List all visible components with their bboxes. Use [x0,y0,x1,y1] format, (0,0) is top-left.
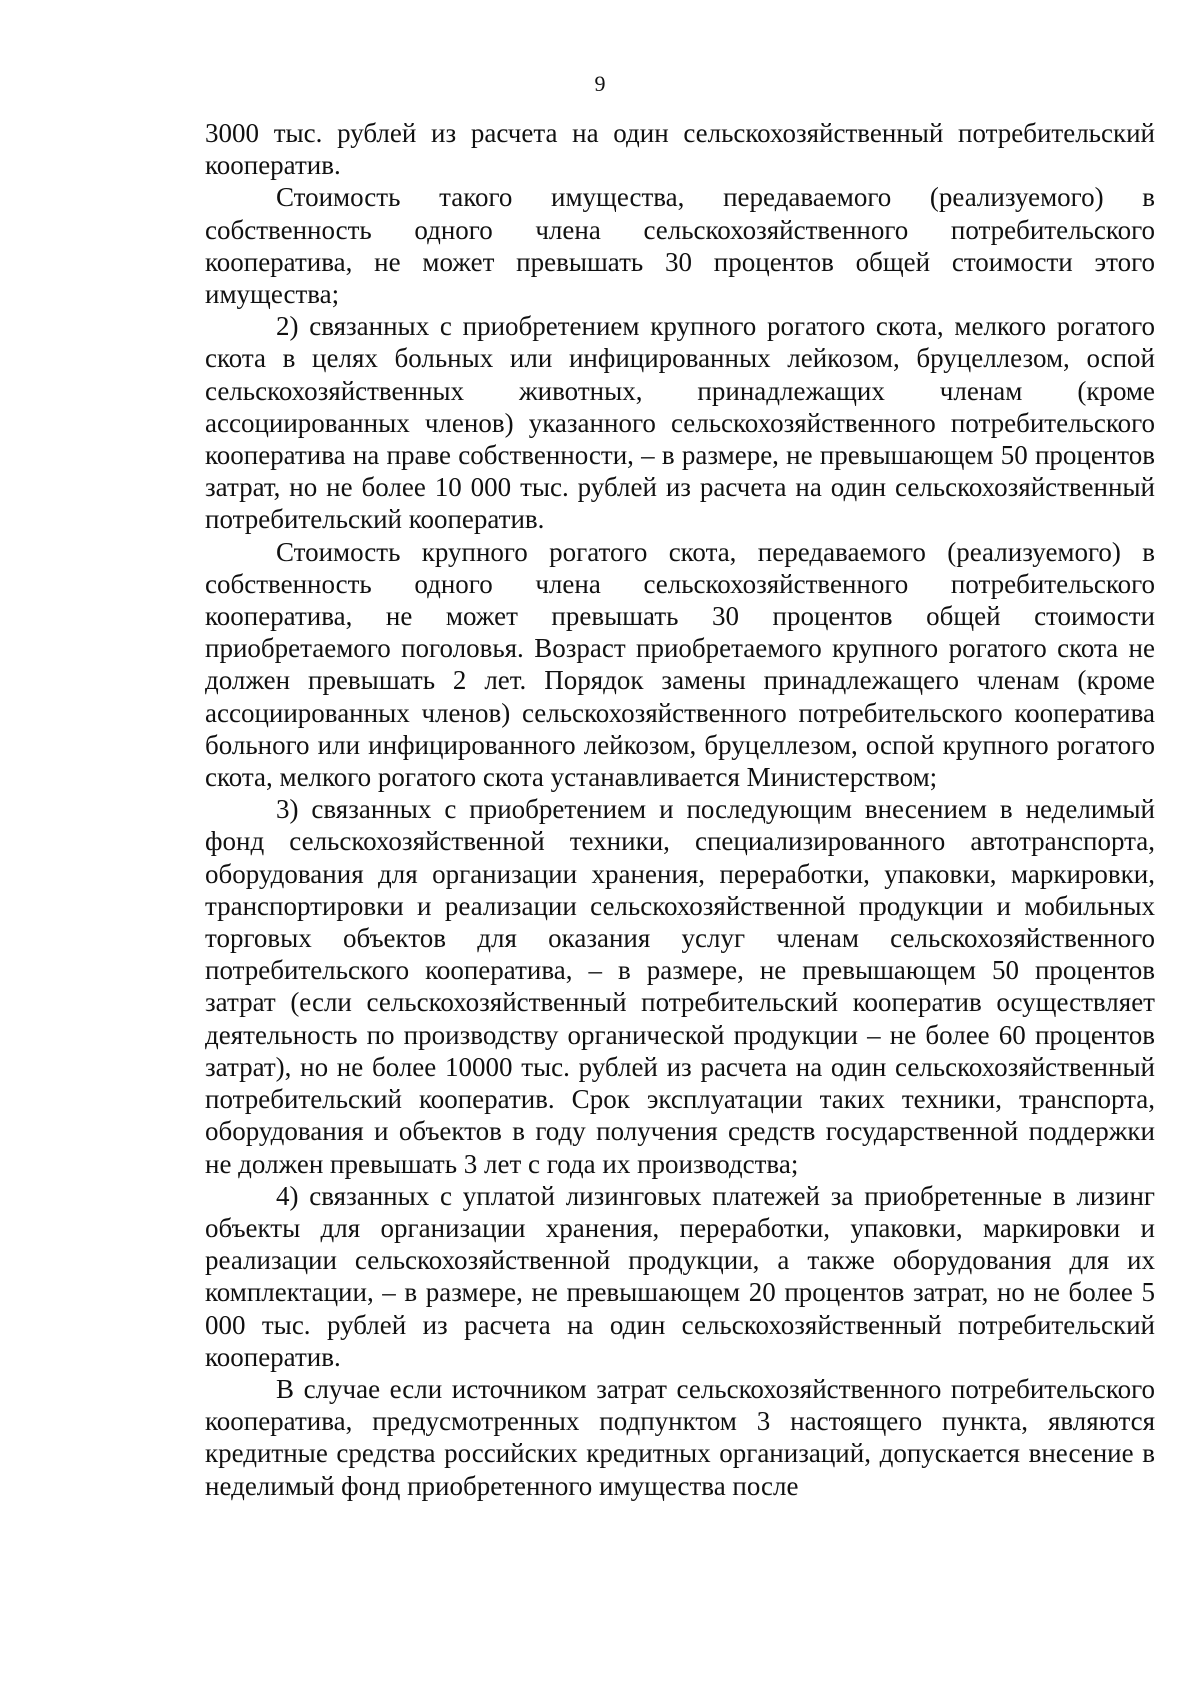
document-body [205,117,1155,1502]
page-number: 9 [594,71,606,96]
paragraph-continuation: 3000 тыс. рублей из расчета на один сельскохозяйственный потребительский кооператив. [205,118,1155,181]
paragraph-credit-funds: В случае если источником затрат сельскохозяйственного потребительского кооператива, предусмотренных подпунктом 3 настоящего пункта, являются кредитные средства российских кредитных организаций, допускается внесение в неделимый фонд приобретенного имущества после [205,1373,1155,1501]
paragraph-item-3: 3) связанных с приобретением и последующим внесением в неделимый фонд сельскохозяйственной техники, специализированного автотранспорта, оборудования для организации хранения, переработки, упаковки, маркировки, транспортировки и реализации сельскохозяйственной продукции и мобильных торговых объектов для оказания услуг членам сельскохозяйственного потребительского кооператива, – в размере, не превышающем 50 процентов затрат (если сельскохозяйственный потребительский кооператив осуществляет деятельность по производству органической продукции – не более 60 процентов затрат), но не более 10000 тыс. рублей из расчета на один сельскохозяйственный потребительский кооператив. Срок эксплуатации таких техники, транспорта, оборудования и объектов в году получения средств государственной поддержки не должен превышать 3 лет с года их производства; [205,794,1155,1179]
paragraph-cattle-cost: Стоимость крупного рогатого скота, передаваемого (реализуемого) в собственность одного члена сельскохозяйственного потребительского кооператива, не может превышать 30 процентов общей стоимости приобретаемого поголовья. Возраст приобретаемого крупного рогатого скота не должен превышать 2 лет. Порядок замены принадлежащего членам (кроме ассоциированных членов) сельскохозяйственного потребительского кооператива больного или инфицированного лейкозом, бруцеллезом, оспой крупного рогатого скота, мелкого рогатого скота устанавливается Министерством; [205,536,1155,793]
paragraph-property-cost: Стоимость такого имущества, передаваемого (реализуемого) в собственность одного члена сельскохозяйственного потребительского кооператива, не может превышать 30 процентов общей стоимости этого имущества; [205,182,1155,310]
paragraph-item-4: 4) связанных с уплатой лизинговых платежей за приобретенные в лизинг объекты для организации хранения, переработки, упаковки, маркировки и реализации сельскохозяйственной продукции, а также оборудования для их комплектации, – в размере, не превышающем 20 процентов затрат, но не более 5 000 тыс. рублей из расчета на один сельскохозяйственный потребительский кооператив. [205,1180,1155,1372]
paragraph-item-2: 2) связанных с приобретением крупного рогатого скота, мелкого рогатого скота в целях больных или инфицированных лейкозом, бруцеллезом, оспой сельскохозяйственных животных, принадлежащих членам (кроме ассоциированных членов) указанного сельскохозяйственного потребительского кооператива на праве собственности, – в размере, не превышающем 50 процентов затрат, но не более 10 000 тыс. рублей из расчета на один сельскохозяйственный потребительский кооператив. [205,311,1155,535]
